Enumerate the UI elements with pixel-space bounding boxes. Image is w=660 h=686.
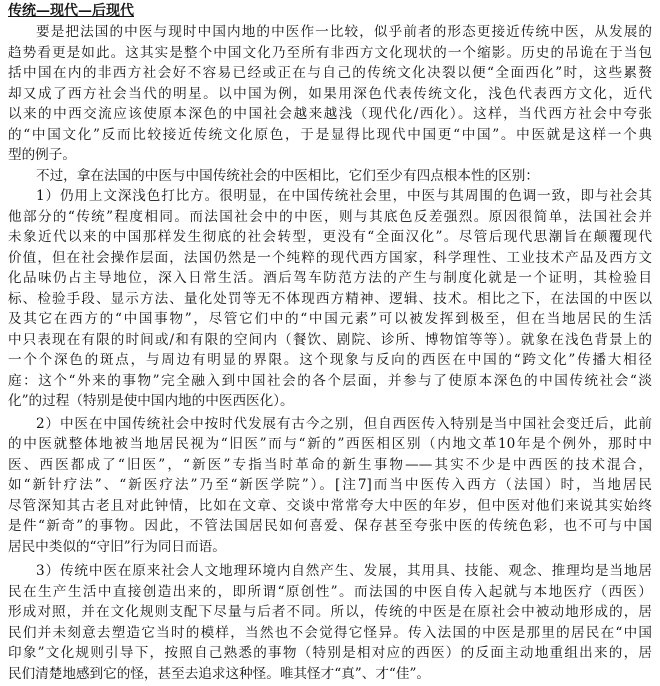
text-line: 未象近代以来的中国那样发生彻底的社会转型，更没有“全面汉化”。尽管后现代思潮旨在颠覆现代	[8, 229, 652, 245]
text-line: 以来的中西交流应该使原本深色的中国社会越来越浅（现代化/西化）。这样，当代西方社会中夸张	[8, 106, 652, 122]
text-line: 中只表现在有限的时间或/和有限的空间内（餐饮、剧院、诊所、博物馆等等）。就象在浅色背景上的	[8, 331, 652, 348]
paragraph-intro	[8, 22, 652, 166]
text-line: 民在生产生活中直接创造出来的，即所谓“原创性”。而法国的中医自传入起就与本地医疗（西医）	[8, 583, 652, 600]
text-line: 价值，但在社会操作层面，法国仍然是一个纯粹的现代西方国家，科学理性、工业技术产品及西方文	[8, 249, 652, 266]
text-line: 的“中国文化”反而比较接近传统文化原色，于是显得比现代中国更“中国”。中医就是这样一个典	[8, 126, 652, 143]
text-line: 括中国在内的非西方社会好不容易已经或正在与自己的传统文化决裂以便“全面西化”时，这些累赘	[8, 65, 652, 81]
text-line: 居民中类似的“守旧”行为同日而语。	[8, 538, 226, 555]
paragraph-point-3	[8, 561, 652, 684]
text-line: 民们并未刻意去塑造它当时的模样，当然也不会觉得它怪异。传入法国的中医是那里的居民在“中国	[8, 624, 652, 641]
section-title: 传统—现代—后现代	[8, 3, 134, 19]
text-line: 医、西医都成了“旧医”，“新医”专指当时革命的新生事物——其实不少是中西医的技术混合，	[8, 456, 652, 473]
text-line: 要是把法国的中医与现时中国内地的中医作一比较，似乎前者的形态更接近传统中医，从发展的	[36, 24, 652, 40]
paragraph-point-1	[8, 186, 652, 412]
text-line: 型的例子。	[8, 147, 76, 163]
text-line: 不过，拿在法国的中医与中国传统社会的中医相比，它们至少有四点根本性的区别：	[36, 167, 539, 184]
text-line: 1）仍用上文深浅色打比方。很明显，在中国传统社会里，中医与其周围的色调一致，即与社会其	[36, 188, 652, 204]
text-line: 是件“新奇”的事物。因此，不管法国居民如何喜爱、保存甚至夸张中医的传统色彩，也不可与中国	[8, 518, 652, 534]
text-line: 的中医就整体地被当地居民视为“旧医”而与“新的”西医相区别（内地文革10年是个例外，那时中	[8, 436, 652, 452]
text-line: 印象”文化规则引导下，按照自己熟悉的事物（特别是相对应的西医）的反面主动地重组出来的，居	[8, 645, 652, 661]
text-line: 尽管深知其古老且对此钟情，比如在文章、交谈中常常夸大中医的年岁，但中医对他们来说其实始终	[8, 497, 652, 514]
text-line: 形成对照，并在文化规则支配下尽量与后者不同。所以，传统的中医是在原社会中被动地形成的，居	[8, 604, 652, 620]
text-line: 庭：这个“外来的事物”完全融入到中国社会的各个层面，并参与了使原本深色的中国传统社会“淡	[8, 372, 652, 389]
paragraph-differences-intro	[8, 166, 652, 187]
text-line: 2）中医在中国传统社会中按时代发展有古今之别，但自西医传入特别是当中国社会变迁后，此前	[36, 415, 652, 432]
text-line: 却又成了西方社会当代的明星。以中国为例，如果用深色代表传统文化，浅色代表西方文化，近代	[8, 85, 652, 102]
text-line: 民们清楚地感到它的怪，甚至去追求这种怪。唯其怪才“真”、才“佳”。	[8, 665, 431, 682]
text-line: 标、检验手段、显示方法、量化处罚等无不体现西方精神、逻辑、技术。相比之下，在法国的中医以	[8, 290, 652, 307]
paragraph-point-2	[8, 414, 652, 558]
text-line: 如“新针疗法”、“新医疗法”乃至“新医学院”）。[注7]而当中医传入西方（法国）时，当地居民	[8, 477, 652, 493]
text-line: 他部分的“传统”程度相同。而法国社会中的中医，则与其底色反差强烈。原因很简单，法国社会并	[8, 208, 652, 225]
text-line: 及其它在西方的“中国事物”，尽管它们中的“中国元素”可以被发挥到极至，但在当地居民的生活	[8, 311, 652, 327]
text-line: 趋势看更是如此。这其实是整个中国文化乃至所有非西方文化现状的一个缩影。历史的吊诡在于当包	[8, 44, 652, 61]
text-line: 化”的过程（特别是使中国内地的中医西医化）。	[8, 393, 294, 409]
text-line: 一个个深色的斑点，与周边有明显的界限。这个现象与反向的西医在中国的“跨文化”传播大相径	[8, 352, 652, 368]
text-line: 3）传统中医在原来社会人文地理环境内自然产生、发展，其用具、技能、观念、推理均是当地居	[36, 563, 652, 579]
text-line: 化品味仍占主导地位，深入日常生活。酒后驾车防范方法的产生与制度化就是一个证明，其检验目	[8, 270, 652, 286]
